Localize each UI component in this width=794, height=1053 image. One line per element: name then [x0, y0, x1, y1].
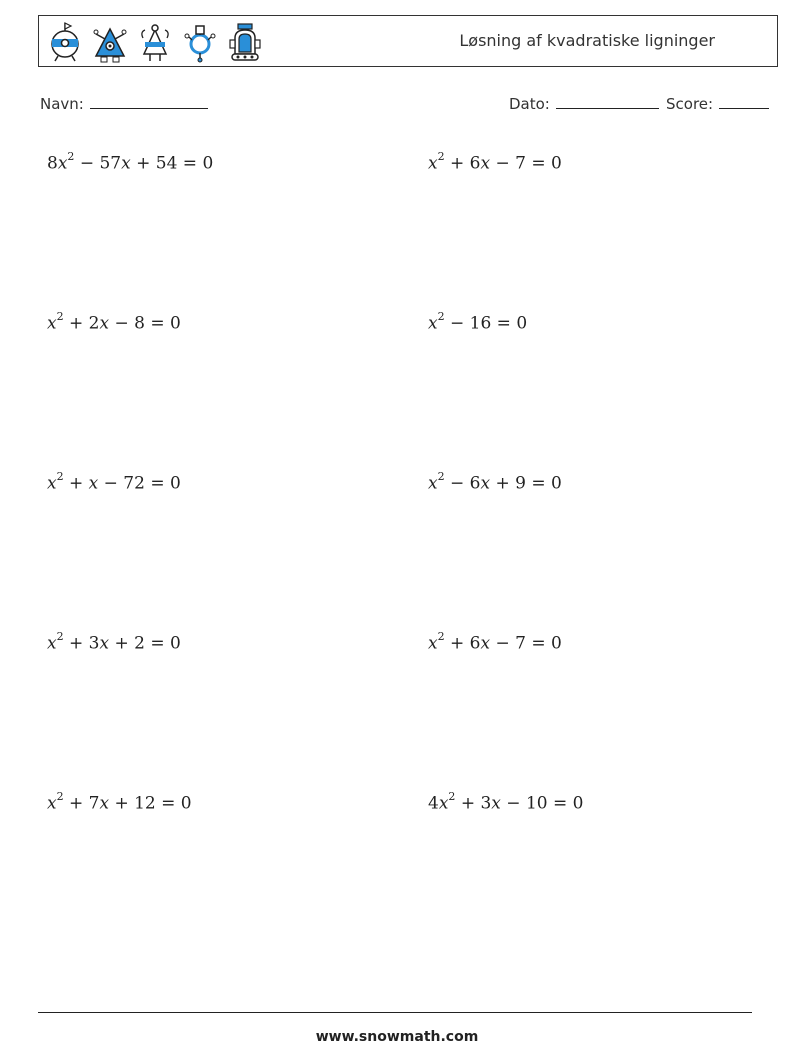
date-blank[interactable] — [556, 93, 659, 109]
equation-4: $x^2 - 16 = 0$ — [428, 310, 528, 334]
date-field[interactable] — [509, 93, 659, 113]
footer-divider — [38, 1012, 752, 1013]
footer-url[interactable]: www.snowmath.com — [315, 1029, 479, 1045]
robot-ring-icon — [182, 20, 218, 64]
robot-round-icon — [47, 20, 83, 64]
robot-cone-icon — [137, 20, 173, 64]
robot-triangle-icon — [92, 20, 128, 64]
equation-5: $x^2 + x - 72 = 0$ — [47, 470, 181, 494]
equation-8: $x^2 + 6x - 7 = 0$ — [428, 630, 562, 654]
robot-arch-icon — [227, 20, 263, 64]
equation-9: $x^2 + 7x + 12 = 0$ — [47, 790, 192, 814]
score-field[interactable] — [666, 93, 769, 113]
equation-7: $x^2 + 3x + 2 = 0$ — [47, 630, 181, 654]
name-field[interactable] — [40, 93, 208, 113]
worksheet-title: Løsning af kvadratiske ligninger — [459, 31, 715, 50]
equation-3: $x^2 + 2x - 8 = 0$ — [47, 310, 181, 334]
equation-2: $x^2 + 6x - 7 = 0$ — [428, 150, 562, 174]
equation-10: $4x^2 + 3x - 10 = 0$ — [428, 790, 584, 814]
score-label: Score: — [666, 95, 714, 113]
equation-6: $x^2 - 6x + 9 = 0$ — [428, 470, 562, 494]
equation-1: $8x^2 - 57x + 54 = 0$ — [47, 150, 214, 174]
name-label: Navn: — [40, 95, 84, 113]
name-blank[interactable] — [90, 93, 208, 109]
header-box — [38, 15, 778, 67]
robot-icons — [47, 20, 263, 64]
date-label: Dato: — [509, 95, 550, 113]
score-blank[interactable] — [719, 93, 769, 109]
